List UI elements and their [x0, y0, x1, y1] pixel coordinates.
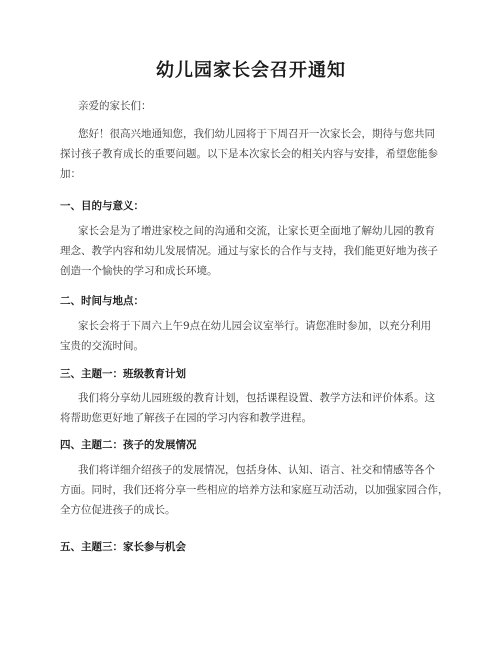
section-body-time-place [60, 316, 434, 356]
section-body-theme-two [60, 460, 449, 520]
intro-line: 加： [60, 168, 81, 180]
section-heading-time-place: 二、时间与地点： [60, 295, 144, 307]
document-title: 幼儿园家长会召开通知 [156, 60, 346, 81]
body-line: 家长会是为了增进家校之间的沟通和交流，让家长更全面地了解幼儿园的教育 [78, 225, 435, 237]
body-line: 方面。同时，我们还将分享一些相应的培养方法和家庭互动活动，以加强家园合作， [60, 484, 449, 496]
body-line: 宝贵的交流时间。 [60, 340, 144, 352]
body-line: 全方位促进孩子的成长。 [60, 504, 176, 516]
section-heading-purpose: 一、目的与意义： [60, 200, 144, 212]
section-heading-theme-two: 四、主题二：孩子的发展情况 [60, 439, 197, 451]
section-body-theme-one [60, 388, 435, 428]
section-body-purpose [60, 221, 438, 281]
greeting-text [78, 96, 434, 116]
body-line: 我们将详细介绍孩子的发展情况，包括身体、认知、语言、社交和情感等各个 [78, 464, 435, 476]
greeting-line: 亲爱的家长们： [78, 100, 152, 112]
body-line: 我们将分享幼儿园班级的教育计划，包括课程设置、教学方法和评价体系。这 [78, 392, 435, 404]
body-line: 家长会将于下周六上午9点在幼儿园会议室举行。请您准时参加，以充分利用 [78, 320, 432, 332]
section-heading-theme-one: 三、主题一：班级教育计划 [60, 368, 186, 380]
intro-line: 您好！很高兴地通知您，我们幼儿园将于下周召开一次家长会，期待与您共同 [78, 128, 435, 140]
intro-line: 探讨孩子教育成长的重要问题。以下是本次家长会的相关内容与安排，希望您能参 [60, 148, 438, 160]
section-heading-theme-three: 五、主题三：家长参与机会 [60, 541, 186, 553]
body-line: 创造一个愉快的学习和成长环境。 [60, 265, 218, 277]
body-line: 理念、教学内容和幼儿发展情况。通过与家长的合作与支持，我们能更好地为孩子 [60, 245, 438, 257]
intro-paragraph [60, 124, 438, 184]
body-line: 将帮助您更好地了解孩子在园的学习内容和教学进程。 [60, 412, 312, 424]
